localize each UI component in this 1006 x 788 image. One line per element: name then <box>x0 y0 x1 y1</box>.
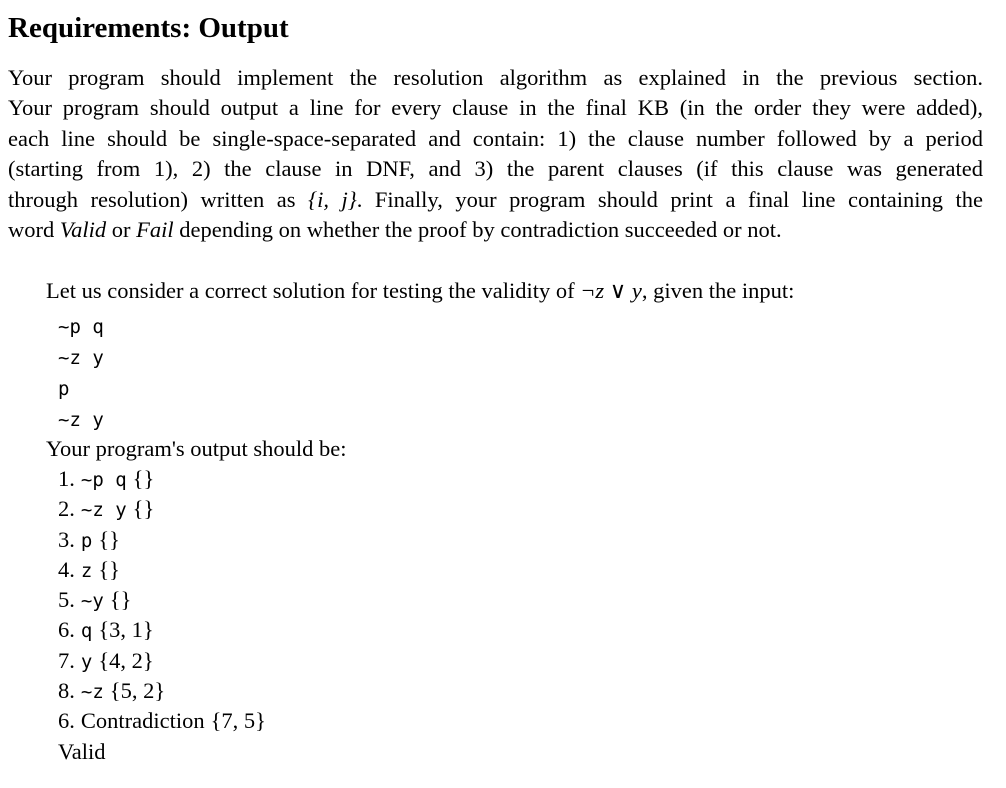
parent-clauses: {4, 2} <box>98 647 154 673</box>
formula: ¬z ∨ y <box>580 278 642 303</box>
fail-term: Fail <box>136 217 174 243</box>
output-title: Your program's output should be: <box>46 436 347 461</box>
parent-clauses: {} <box>132 466 155 491</box>
clause-number: 5. <box>58 587 75 613</box>
clause-text: q <box>80 620 93 643</box>
output-line <box>58 555 266 585</box>
clause-number: 3. <box>58 526 75 552</box>
clause-number: 1. <box>58 466 75 491</box>
text-segment: or <box>106 217 137 243</box>
output-line <box>58 525 266 555</box>
parent-clauses: {7, 5} <box>210 708 266 734</box>
clause-number: 4. <box>58 556 75 582</box>
input-line: ~p q <box>58 316 104 338</box>
clause-text: ~p q <box>80 469 127 491</box>
output-line <box>58 676 266 706</box>
input-line: ~z y <box>58 409 104 431</box>
clause-number: 7. <box>58 647 75 673</box>
paragraph-line: Your program should output a line for every clause in the final KB (in the order they were added), <box>8 95 983 121</box>
parent-clauses: {5, 2} <box>109 678 166 704</box>
output-line <box>58 706 266 736</box>
clause-number: 6. <box>58 708 75 734</box>
input-line: ~z y <box>58 347 104 369</box>
clause-text: ~z y <box>80 499 127 522</box>
parent-clauses: {3, 1} <box>98 617 154 643</box>
clause-number: 8. <box>58 678 75 704</box>
output-line <box>58 646 266 676</box>
clause-number: 6. <box>58 617 75 643</box>
text-segment: depending on whether the proof by contradiction succeeded or not. <box>173 217 782 243</box>
valid-term: Valid <box>59 217 107 243</box>
input-line: p <box>58 378 70 400</box>
text-segment: through resolution) written as <box>8 186 309 212</box>
clause-text: y <box>80 650 93 673</box>
text-segment: , given the input: <box>641 278 795 303</box>
parent-clauses: {} <box>109 587 132 613</box>
requirements-paragraph <box>8 63 983 245</box>
example-input-block <box>58 312 104 436</box>
output-line <box>58 585 266 615</box>
paragraph-line: (starting from 1), 2) the clause in DNF, and 3) the parent clauses (if this clause was generated <box>8 156 983 182</box>
text-segment: . Finally, your program should print a final line containing the <box>356 186 984 212</box>
text-segment: Let us consider a correct solution for testing the validity of <box>46 278 581 303</box>
clause-text: ~z <box>80 681 104 704</box>
parent-clauses: {} <box>132 496 155 522</box>
paragraph-line <box>8 185 983 215</box>
example-output-block <box>58 464 266 767</box>
clause-text: z <box>80 559 93 582</box>
result-line: Valid <box>58 738 106 764</box>
clause-text: ~y <box>80 590 104 613</box>
text-segment: word <box>8 217 60 243</box>
paragraph-line <box>8 215 983 245</box>
clause-text: p <box>80 529 93 552</box>
output-line <box>58 615 266 645</box>
output-line <box>58 464 266 494</box>
parent-clauses: {} <box>98 526 120 552</box>
example-intro <box>46 276 794 306</box>
clause-number: 2. <box>58 496 75 522</box>
parent-clauses: {} <box>98 556 120 582</box>
paragraph-line: each line should be single-space-separated and contain: 1) the clause number followed by a period <box>8 125 983 151</box>
output-line <box>58 494 266 524</box>
section-heading: Requirements: Output <box>8 12 289 44</box>
paragraph-line: Your program should implement the resolution algorithm as explained in the previous section. <box>8 65 983 90</box>
clause-text: Contradiction <box>80 708 205 734</box>
parent-notation: {i, j} <box>308 186 357 212</box>
